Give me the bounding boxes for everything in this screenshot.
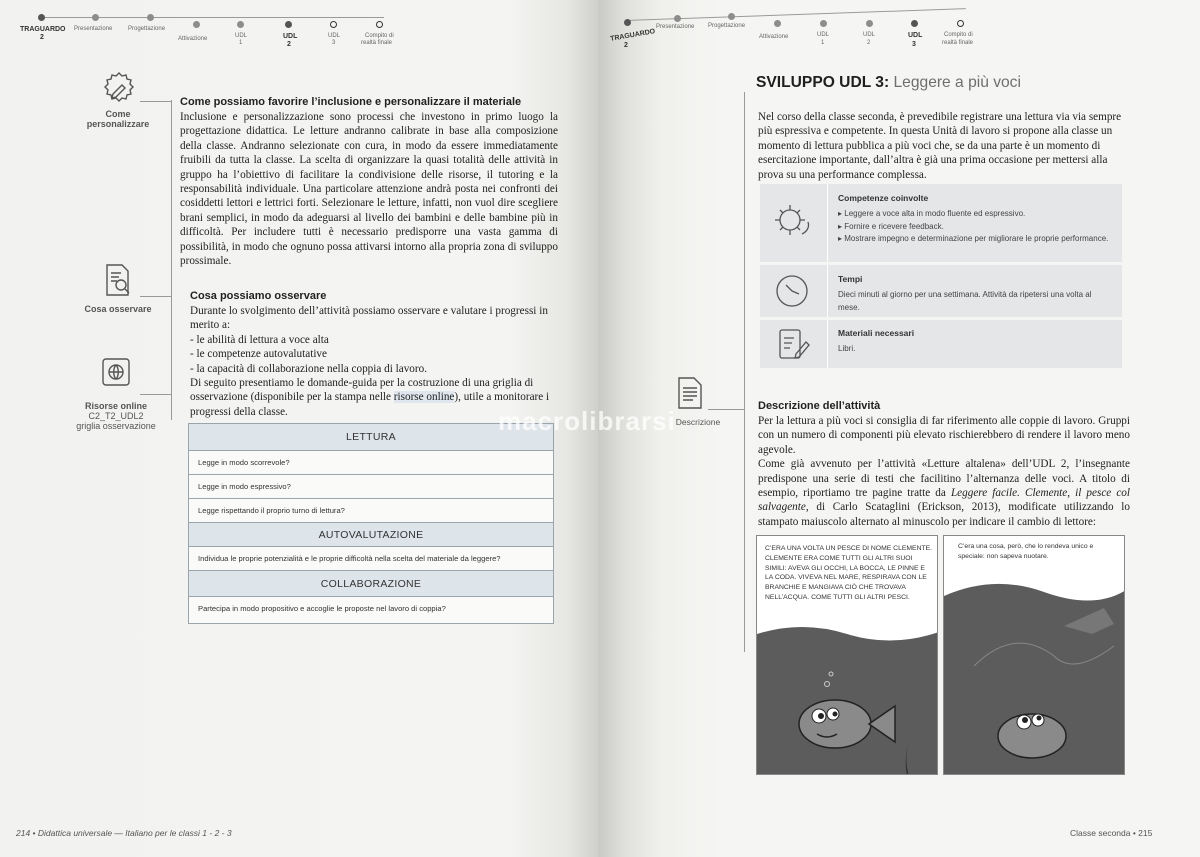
progress-label: Progettazione: [708, 23, 746, 29]
panel-heading: Materiali necessari: [838, 328, 915, 338]
progress-label: Compito di: [365, 33, 394, 39]
section-text: Inclusione e personalizzazione sono processi che investono in primo luogo la progettazione didattica. Le letture andranno calibrate in base alla composizione della classe. Andranno selezionate con cura, in modo da essere immediatamente fruibili da tutta la classe. La scelta di organizzare la quasi totalità delle attività in gruppo ha l’obiettivo di facilitare la condivisione delle risorse, il tutoring e la responsabilità individuale. Una particolare attenzione andrà posta nei confronti dei cosiddetti lettori e lettrici forti. Selezionare le letture, infatti, non vuol dire scegliere brani semplici, in modo da adeguarsi al livello dei bambini e delle bambine più in difficoltà. Per includere tutti è necessario predisporre una vasta gamma di possibilità, in modo che ognuno possa attivarsi intorno alla propria zona di sviluppo prossimale.: [180, 111, 558, 268]
table-header: AUTOVALUTAZIONE: [189, 523, 553, 547]
paragraph: Come già avvenuto per l’attività «Letture altalena» dell’UDL 2, l’insegnante predispone una serie di testi che facilitino l’alternanza delle voci. A titolo di esempio, riportiamo tre pagine tratte da Leggere facile. Clemente, il pesce col salvagente, di Carlo Scataglini (Erickson, 2013), modificate utilizzando lo stampato maiuscolo alternato al minuscolo per indicare il cambio di lettore:: [758, 458, 1130, 528]
table-header: LETTURA: [189, 424, 553, 451]
progress-dot: [376, 21, 383, 28]
side-label-risorse-code: C2_T2_UDL2: [88, 411, 144, 421]
comic-caption: C’ERA UNA VOLTA UN PESCE DI NOME CLEMENTE. CLEMENTE ERA COME TUTTI GLI ALTRI SUOI SIMILI: AVEVA GLI OCCHI, LA BOCCA, LE PINNE E LA CODA. VIVEVA NEL MARE, RESPIRAVA CON LE BRANCHIE E MANGIAVA CIÒ CHE TROVAVA NELL’ACQUA. COME TUTTI GLI ALTRI PESCI.: [765, 545, 933, 601]
progress-dot-current: [285, 21, 292, 28]
progress-label: Presentazione: [656, 24, 695, 30]
table-row: Legge in modo scorrevole?: [189, 451, 553, 475]
progress-label: UDL: [235, 33, 248, 39]
table-row: Legge in modo espressivo?: [189, 475, 553, 499]
progress-label: 3: [332, 40, 336, 46]
section-text: [758, 414, 1130, 529]
paragraph: Per la lettura a più voci si consiglia di far riferimento alle coppie di lavoro. Gruppi con un numero di componenti più elevato rischierebbero di rendere il lavoro meno agevole.: [758, 415, 1130, 456]
comic-panel: [943, 535, 1125, 775]
table-row: Individua le proprie potenzialità e le proprie difficoltà nella scelta del materiale da leggere?: [189, 547, 553, 571]
section-text: [190, 304, 556, 419]
progress-label: 2: [867, 40, 871, 46]
brain-gear-icon: [760, 184, 828, 262]
table-row: Partecipa in modo propositivo e accoglie le proposte nel lavoro di coppia?: [189, 597, 553, 623]
list-item: ▸ Fornire e ricevere feedback.: [838, 221, 944, 231]
comic-caption: C’era una cosa, però, che lo rendeva unico e speciale: non sapeva nuotare.: [958, 543, 1094, 560]
observation-list: [190, 333, 556, 376]
fish-illustration: [944, 576, 1125, 775]
side-label-osservare: Cosa osservare: [84, 304, 152, 314]
list-item: - le competenze autovalutative: [190, 348, 327, 361]
progress-label: 1: [239, 40, 243, 46]
comic-panel: [756, 535, 938, 775]
progress-dot: [147, 14, 154, 21]
progress-label: 2: [624, 42, 628, 49]
fish-illustration: [757, 624, 938, 775]
page-title: SVILUPPO UDL 3: Leggere a più voci: [756, 74, 1021, 91]
progress-label: UDL: [863, 32, 876, 38]
document-search-icon: [103, 263, 133, 302]
right-page: [598, 0, 1200, 857]
watermark: macrolibrarsi: [498, 406, 676, 436]
document-icon: [676, 376, 704, 415]
side-label-descrizione: Descrizione: [675, 417, 721, 427]
page-footer: 214 • Didattica universale — Italiano per le classi 1 - 2 - 3: [16, 828, 232, 838]
competenze-panel: [760, 184, 1122, 262]
side-label-risorse-desc: griglia osservazione: [76, 421, 156, 431]
progress-label: TRAGUARDO: [20, 26, 66, 33]
progress-label: realtà finale: [942, 40, 974, 46]
progress-label: UDL: [908, 32, 923, 39]
progress-label: UDL: [328, 33, 341, 39]
list-item: ▸ Mostrare impegno e determinazione per migliorare le proprie performance.: [838, 234, 1109, 244]
intro-text: Nel corso della classe seconda, è prevedibile registrare una lettura via via sempre più espressiva e competente. In questa Unità di lavoro si propone alla classe un momento di lettura pubblica a più voci che, se da una parte è un momento di esercitazione importante, dall’altra è già una prima occasione per mettersi alla prova su una performance complessa.: [758, 111, 1122, 181]
panel-heading: Tempi: [838, 274, 863, 284]
panel-list: [838, 208, 1114, 246]
list-item: ▸ Leggere a voce alta in modo fluente ed espressivo.: [838, 209, 1026, 218]
side-rail: [171, 100, 172, 420]
materiali-panel: [760, 320, 1122, 368]
intro-text: Durante lo svolgimento dell’attività possiamo osservare e valutare i progressi in merito a:: [190, 305, 548, 332]
progress-dot-traguardo: [38, 14, 45, 21]
progress-label: realtà finale: [361, 40, 393, 46]
panel-text: Libri.: [838, 344, 856, 353]
progress-label: TRAGUARDO: [609, 28, 656, 43]
section-heading: Cosa possiamo osservare: [190, 290, 327, 302]
panel-heading: Competenze coinvolte: [838, 193, 929, 203]
list-item: - le abilità di lettura a voce alta: [190, 333, 329, 346]
side-label-risorse: Risorse online: [84, 401, 147, 411]
outro-text: Di seguito presentiamo le domande-guida per la costruzione di una griglia di osservazione (disponibile per la stampa nelle risorse online), utile a monitorare i progressi della classe.: [190, 377, 550, 418]
progress-label: UDL: [283, 33, 298, 40]
gear-pencil-icon: [101, 70, 137, 111]
progress-label: UDL: [817, 32, 830, 38]
progress-label: 1: [821, 40, 825, 46]
progress-label: Progettazione: [128, 26, 166, 32]
progress-dot: [193, 21, 200, 28]
progress-dot: [237, 21, 244, 28]
notebook-pencil-icon: [760, 320, 828, 368]
progress-label: 3: [912, 41, 916, 48]
section-heading: Descrizione dell’attività: [758, 400, 881, 412]
page-footer: Classe seconda • 215: [1070, 828, 1153, 838]
progress-dot: [330, 21, 337, 28]
progress-dot: [92, 14, 99, 21]
observation-grid: [188, 423, 554, 624]
section-heading: Come possiamo favorire l’inclusione e personalizzare il materiale: [180, 96, 522, 108]
progress-label: Attivazione: [759, 34, 789, 40]
progress-label: Presentazione: [74, 26, 113, 32]
panel-text: Dieci minuti al giorno per una settimana. Attività da ripetersi una volta al mese.: [838, 290, 1092, 312]
online-resources-link[interactable]: risorse online: [393, 391, 455, 404]
progress-label: 2: [40, 34, 44, 41]
progress-label: Attivazione: [178, 36, 208, 42]
table-row: Legge rispettando il proprio turno di lettura?: [189, 499, 553, 523]
list-item: - la capacità di collaborazione nella coppia di lavoro.: [190, 362, 428, 375]
table-header: COLLABORAZIONE: [189, 571, 553, 597]
progress-label: 2: [287, 41, 291, 48]
side-label-personalizzare: Come personalizzare: [86, 109, 150, 129]
side-rail: [744, 92, 745, 652]
progress-label: Compito di: [944, 32, 973, 38]
tempi-panel: [760, 265, 1122, 317]
clock-icon: [760, 265, 828, 317]
online-resources-icon: [101, 357, 131, 392]
